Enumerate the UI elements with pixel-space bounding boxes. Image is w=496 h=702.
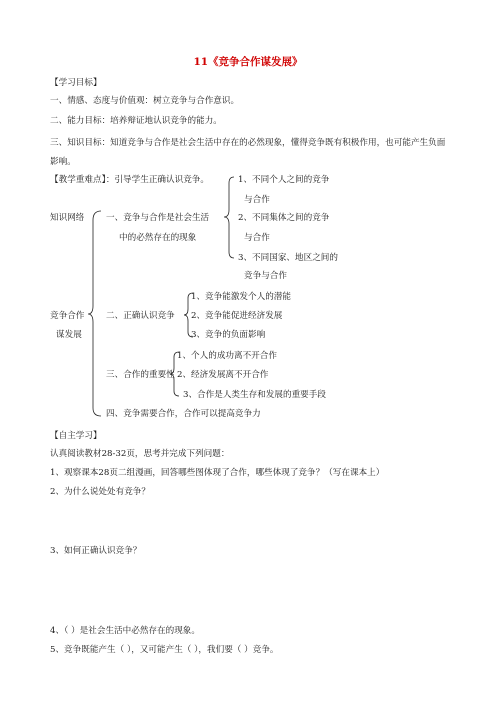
b1-sub2-line2: 与合作	[244, 233, 270, 243]
question-1: 1、观察课本28页二组漫画，回答哪些图体现了合作，哪些体现了竞争？（写在课本上）	[50, 468, 385, 478]
b3-item-1: 1、个人的成功离不开合作	[177, 351, 277, 361]
question-5: 5、竞争既能产生（ ），又可能产生（ ），我们要（ ）竞争。	[50, 645, 279, 655]
b2-item-2: 2、竞争能促进经济发展	[191, 311, 283, 321]
objectives-header: 【学习目标】	[50, 78, 102, 88]
question-3: 3、如何正确认识竞争？	[50, 546, 142, 556]
branch-1-line1: 一、竞争与合作是社会生活	[106, 213, 210, 223]
b3-item-2: 2、经济发展离不开合作	[177, 370, 269, 380]
network-label: 知识网络	[50, 213, 85, 223]
b2-item-1: 1、竞争能激发个人的潜能	[191, 292, 291, 302]
branch-4: 四、竞争需要合作，合作可以提高竞争力	[106, 409, 261, 419]
branch1-brace	[224, 177, 234, 258]
b1-sub1-line1: 1、不同个人之间的竞争	[238, 175, 330, 185]
self-study-header: 【自主学习】	[50, 431, 102, 441]
b1-sub3-line2: 竞争与合作	[244, 271, 287, 281]
branch-1-line2: 中的必然存在的现象	[119, 233, 197, 243]
main-brace	[88, 211, 101, 416]
objective-item-3: 三、知识目标：知道竞争与合作是社会生活中存在的必然现象，懂得竞争既有积极作用，也可能产生负面影响。	[50, 138, 446, 167]
document-title: 11《竞争合作谋发展》	[193, 56, 303, 68]
b1-sub3-line1: 3、不同国家、地区之间的	[238, 253, 338, 263]
b1-sub1-line2: 与合作	[244, 195, 270, 205]
b3-item-3: 3、合作是人类生存和发展的重要手段	[183, 390, 326, 400]
network-label-a: 竞争合作	[50, 311, 85, 321]
key-points: 【教学重难点】：引导学生正确认识竞争。	[50, 175, 209, 185]
question-2: 2、为什么说处处有竞争？	[50, 487, 150, 497]
network-label-b: 谋发展	[56, 330, 82, 340]
question-4: 4、（ ）是社会生活中必然存在的现象。	[50, 626, 200, 636]
objective-item-2: 二、能力目标：培养辩证地认识竞争的能力。	[50, 116, 222, 126]
b1-sub2-line1: 2、不同集体之间的竞争	[238, 213, 330, 223]
objective-item-1: 一、情感、态度与价值观：树立竞争与合作意识。	[50, 96, 240, 106]
branch3-brace	[170, 352, 179, 396]
branch-3: 三、合作的重要性	[106, 370, 175, 380]
b2-item-3: 3、竞争的负面影响	[191, 330, 266, 340]
branch-2: 二、正确认识竞争	[106, 311, 175, 321]
self-study-intro: 认真阅读教材28-32页，思考并完成下列问题：	[50, 449, 230, 459]
branch2-brace	[184, 293, 193, 337]
